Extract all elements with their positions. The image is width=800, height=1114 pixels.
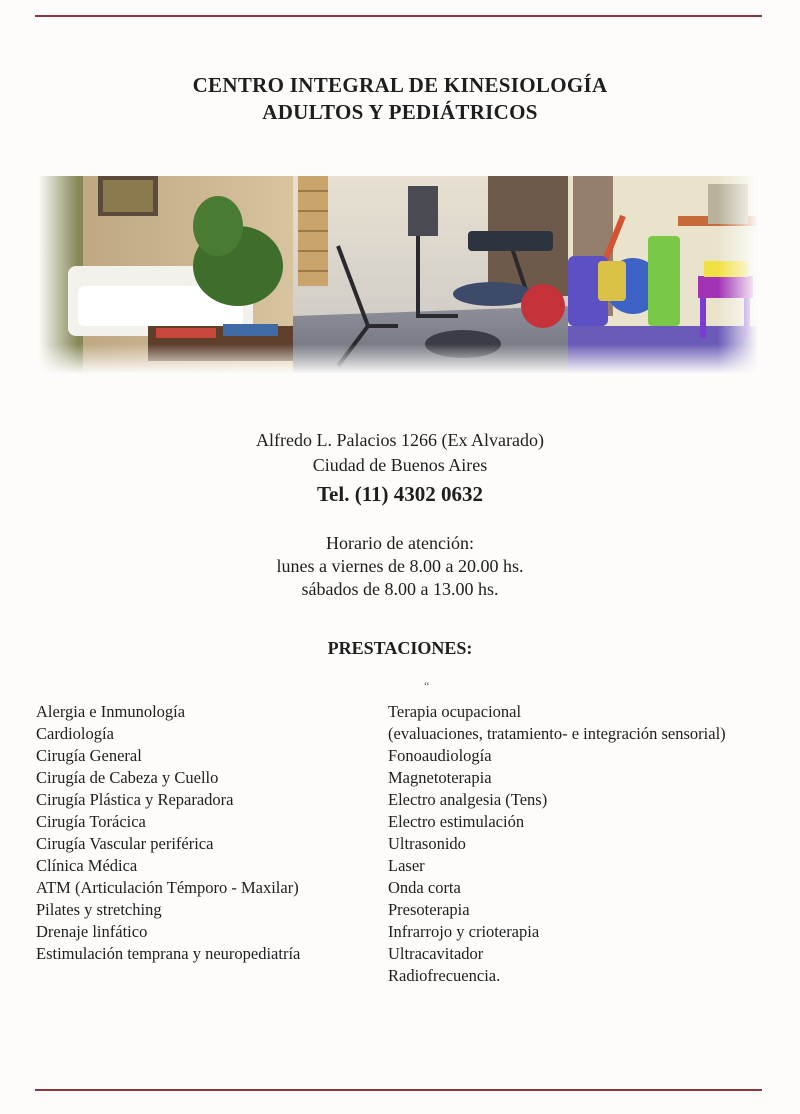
clinic-interior-photo (38, 176, 758, 374)
list-item: Infrarrojo y crioterapia (388, 922, 540, 941)
list-item: Drenaje linfático (36, 922, 148, 941)
top-rule (35, 15, 762, 17)
list-item: Electro analgesia (Tens) (388, 790, 548, 809)
phone-number: Tel. (11) 4302 0632 (316, 482, 484, 506)
title-line-1: CENTRO INTEGRAL DE KINESIOLOGÍA (192, 73, 608, 97)
list-item: Cardiología (36, 724, 114, 743)
list-item: Onda corta (388, 878, 461, 897)
photo-illustration (38, 176, 758, 374)
scan-speck-icon: “ (424, 679, 430, 693)
address-block (0, 428, 800, 510)
services-list-left (36, 701, 300, 965)
list-item: Clínica Médica (36, 856, 138, 875)
list-item: Radiofrecuencia. (388, 966, 501, 985)
hours-weekdays: lunes a viernes de 8.00 a 20.00 hs. (276, 556, 524, 576)
list-item: Laser (388, 856, 425, 875)
hours-label: Horario de atención: (326, 533, 474, 553)
list-item: ATM (Articulación Témporo - Maxilar) (36, 878, 299, 897)
services-list-right (388, 701, 726, 987)
list-item: Cirugía de Cabeza y Cuello (36, 768, 219, 787)
list-item: Pilates y stretching (36, 900, 162, 919)
list-item: (evaluaciones, tratamiento- e integración sensorial) (388, 724, 726, 743)
list-item: Ultracavitador (388, 944, 484, 963)
page-title (0, 72, 800, 126)
list-item: Terapia ocupacional (388, 702, 522, 721)
list-item: Ultrasonido (388, 834, 466, 853)
list-item: Alergia e Inmunología (36, 702, 186, 721)
list-item: Cirugía General (36, 746, 142, 765)
list-item: Fonoaudiología (388, 746, 492, 765)
address-city: Ciudad de Buenos Aires (312, 455, 488, 475)
list-item: Estimulación temprana y neuropediatría (36, 944, 301, 963)
title-line-2: ADULTOS Y PEDIÁTRICOS (262, 100, 538, 124)
opening-hours (0, 532, 800, 601)
services-heading: PRESTACIONES: (327, 638, 473, 658)
list-item: Presoterapia (388, 900, 470, 919)
address-street: Alfredo L. Palacios 1266 (Ex Alvarado) (256, 430, 544, 450)
bottom-rule (35, 1089, 762, 1091)
hours-saturday: sábados de 8.00 a 13.00 hs. (301, 579, 499, 599)
list-item: Cirugía Plástica y Reparadora (36, 790, 234, 809)
list-item: Electro estimulación (388, 812, 525, 831)
list-item: Magnetoterapia (388, 768, 492, 787)
list-item: Cirugía Torácica (36, 812, 146, 831)
list-item: Cirugía Vascular periférica (36, 834, 214, 853)
